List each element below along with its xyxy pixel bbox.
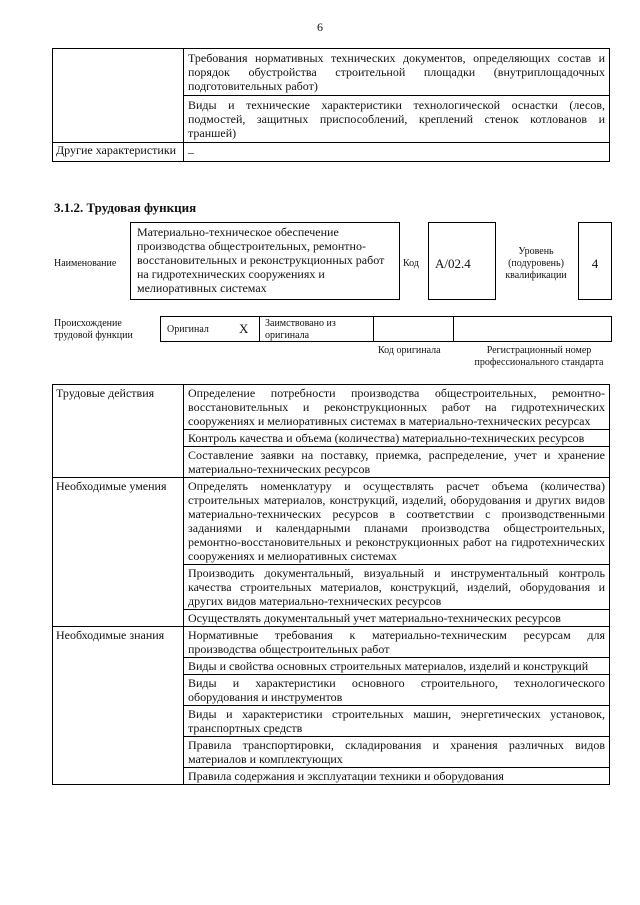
table-cell: Виды и свойства основных строительных материалов, изделий и конструкций [184,658,610,675]
divider [453,317,454,341]
row-label: Другие характеристики [53,143,184,162]
code-value: A/02.4 [435,256,471,271]
divider [373,317,374,341]
table-cell: Правила транспортировки, складирования и хранения различных видов материалов и комплектующих [184,737,610,768]
group-label-knowledge: Необходимые знания [53,627,184,785]
borrowed-label: Заимствовано из оригинала [265,318,336,341]
table-row [53,627,610,658]
function-name: Материально-техническое обеспечение производства общестроительных, ремонтно-восстановительных и реконструкционных работ на гидротехнических сооружениях и мелиоративных системах [137,225,385,295]
table-cell: Виды и технические характеристики технологической оснастки (лесов, подмостей, защитных приспособлений, креплений стенок котлованов и траншей) [184,96,610,143]
table-cell: Правила содержания и эксплуатации техники и оборудования [184,768,610,785]
level-value: 4 [591,256,599,271]
function-table [52,384,610,785]
table-row [53,478,610,565]
level-label: Уровень (подуровень) квалификации [505,246,567,281]
group-label-skills: Необходимые умения [53,478,184,627]
name-label: Наименование [54,258,117,269]
name-box [130,222,400,300]
table-cell: Нормативные требования к материально-техническим ресурсам для производства общестроительных работ [184,627,610,658]
table-row [53,49,610,96]
table-cell: Производить документальный, визуальный и инструментальный контроль качества строительных материалов, конструкций, изделий, оборудования и других видов материально-технических ресурсов [184,565,610,610]
table-cell: Определение потребности производства общестроительных, ремонтно-восстановительных и реконструкционных работ на гидротехнических сооружениях и мелиоративных системах в материально-технических ресурсах [184,385,610,430]
row-label-empty [53,49,184,143]
original-label: Оригинал [167,324,209,335]
reg-number-caption: Регистрационный номер профессионального стандарта [474,345,604,368]
code-box [428,222,496,300]
table-row [53,143,610,162]
original-mark: X [239,321,249,336]
table-cell: Контроль качества и объема (количества) материально-технических ресурсов [184,430,610,447]
table-cell: Виды и характеристики основного строительного, технологического оборудования и инструментов [184,675,610,706]
table-cell: Определять номенклатуру и осуществлять расчет объема (количества) строительных материалов, конструкций, изделий, оборудования и других видов материально-технических ресурсов в соответствии с производственными заданиями и календарными планами производства общестроительных, ремонтно-восстановительных и реконструкционных работ на гидротехнических сооружениях и мелиоративных системах [184,478,610,565]
code-label: Код [403,258,419,269]
continued-table [52,48,610,162]
table-cell: Требования нормативных технических документов, определяющих состав и порядок обустройства строительной площадки (внутриплощадочных подготовительных работ) [184,49,610,96]
group-label-actions: Трудовые действия [53,385,184,478]
table-cell: – [184,143,610,162]
table-cell: Составление заявки на поставку, приемка, распределение, учет и хранение материально-технических ресурсов [184,447,610,478]
table-row [53,385,610,430]
level-box [578,222,612,300]
origin-box [160,316,612,342]
page-number: 6 [317,20,323,34]
origin-label: Происхождение трудовой функции [54,318,133,341]
code-original-caption: Код оригинала [378,345,441,356]
table-cell: Осуществлять документальный учет материально-технических ресурсов [184,610,610,627]
section-title: 3.1.2. Трудовая функция [54,200,197,215]
table-cell: Виды и характеристики строительных машин, энергетических установок, транспортных средств [184,706,610,737]
divider [259,317,260,341]
